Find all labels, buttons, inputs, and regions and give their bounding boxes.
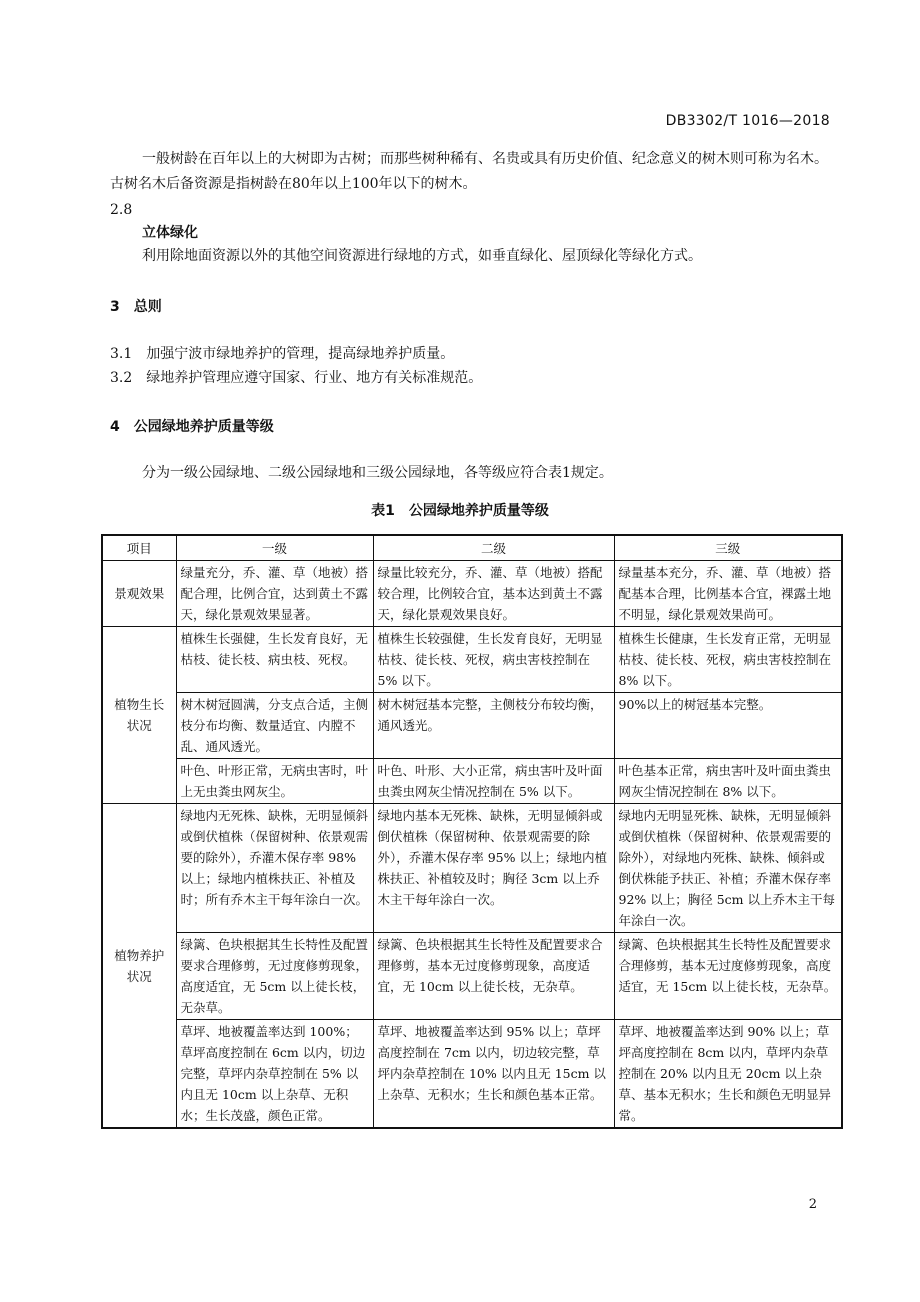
table-row — [102, 561, 842, 627]
table-cell: 树木树冠圆满，分支点合适，主侧枝分布均衡、数量适宜、内膛不乱、通风透光。 — [176, 693, 373, 759]
table-header-row — [102, 535, 842, 561]
table-cell: 叶色、叶形、大小正常，病虫害叶及叶面虫粪虫网灰尘情况控制在 5% 以下。 — [373, 759, 614, 804]
table-cell: 绿地内无明显死株、缺株，无明显倾斜或倒伏植株（保留树种、依景观需要的除外），对绿地内死株、缺株、倾斜或倒伏株能予扶正、补植；乔灌木保存率 92% 以上；胸径 5cm 以上乔木主干每年涂白一次。 — [614, 804, 842, 933]
table-cell: 植株生长强健，生长发育良好，无枯枝、徒长枝、病虫枝、死杈。 — [176, 627, 373, 693]
table-cell: 绿篱、色块根据其生长特性及配置要求合理修剪，无过度修剪现象，高度适宜，无 5cm 以上徒长枝，无杂草。 — [176, 933, 373, 1020]
table-title: 表1 公园绿地养护质量等级 — [371, 503, 549, 519]
table-cell: 绿地内基本无死株、缺株，无明显倾斜或倒伏植株（保留树种、依景观需要的除外），乔灌木保存率 95% 以上；绿地内植株扶正、补植较及时；胸径 3cm 以上乔木主干每年涂白一次。 — [373, 804, 614, 933]
table-cell: 绿量充分，乔、灌、草（地被）搭配合理，比例合宜，达到黄土不露天，绿化景观效果显著。 — [176, 561, 373, 627]
table-cell: 绿篱、色块根据其生长特性及配置要求合理修剪，基本无过度修剪现象，高度适宜，无 10cm 以上徒长枝，无杂草。 — [373, 933, 614, 1020]
section-2-8-term: 立体绿化 — [142, 225, 198, 241]
section-3-1: 3.1 加强宁波市绿地养护的管理，提高绿地养护质量。 — [110, 346, 455, 362]
header-grade-1: 一级 — [176, 535, 373, 561]
table-cell: 绿量基本充分，乔、灌、草（地被）搭配基本合理，比例基本合宜，裸露土地不明显，绿化景观效果尚可。 — [614, 561, 842, 627]
header-item: 项目 — [102, 535, 176, 561]
table-row — [102, 804, 842, 933]
section-3-2: 3.2 绿地养护管理应遵守国家、行业、地方有关标准规范。 — [110, 370, 483, 386]
quality-grade-table — [101, 534, 843, 1129]
category-landscape: 景观效果 — [102, 561, 176, 627]
table-row — [102, 693, 842, 759]
section-4-paragraph: 分为一级公园绿地、二级公园绿地和三级公园绿地，各等级应符合表1规定。 — [142, 465, 613, 481]
header-grade-2: 二级 — [373, 535, 614, 561]
table-row — [102, 627, 842, 693]
page-number: 2 — [808, 1197, 817, 1212]
table-cell: 叶色、叶形正常，无病虫害时，叶上无虫粪虫网灰尘。 — [176, 759, 373, 804]
section-3-heading: 3 总则 — [110, 299, 162, 315]
table-cell: 草坪、地被覆盖率达到 95% 以上；草坪高度控制在 7cm 以内，切边较完整，草坪内杂草控制在 10% 以内且无 15cm 以上杂草、无积水；生长和颜色基本正常。 — [373, 1020, 614, 1129]
table-cell: 绿量比较充分，乔、灌、草（地被）搭配较合理，比例较合宜，基本达到黄土不露天，绿化景观效果良好。 — [373, 561, 614, 627]
table-cell: 树木树冠基本完整，主侧枝分布较均衡，通风透光。 — [373, 693, 614, 759]
table-cell: 植株生长健康，生长发育正常，无明显枯枝、徒长枝、死杈，病虫害枝控制在 8% 以下。 — [614, 627, 842, 693]
category-plant-growth: 植物生长状况 — [102, 627, 176, 804]
section-4-heading: 4 公园绿地养护质量等级 — [110, 419, 274, 435]
table-cell: 绿篱、色块根据其生长特性及配置要求合理修剪，基本无过度修剪现象，高度适宜，无 15cm 以上徒长枝，无杂草。 — [614, 933, 842, 1020]
table-cell: 植株生长较强健，生长发育良好，无明显枯枝、徒长枝、死杈，病虫害枝控制在 5% 以下。 — [373, 627, 614, 693]
table-row — [102, 759, 842, 804]
table-row — [102, 933, 842, 1020]
table-cell: 叶色基本正常，病虫害叶及叶面虫粪虫网灰尘情况控制在 8% 以下。 — [614, 759, 842, 804]
table-cell: 草坪、地被覆盖率达到 90% 以上；草坪高度控制在 8cm 以内，草坪内杂草控制在 20% 以内且无 20cm 以上杂草、基本无积水；生长和颜色无明显异常。 — [614, 1020, 842, 1129]
table-cell: 90%以上的树冠基本完整。 — [614, 693, 842, 759]
section-2-8-number: 2.8 — [110, 202, 133, 218]
table-cell: 草坪、地被覆盖率达到 100%；草坪高度控制在 6cm 以内，切边完整，草坪内杂草控制在 5% 以内且无 10cm 以上杂草、无积水；生长茂盛，颜色正常。 — [176, 1020, 373, 1129]
table-cell: 绿地内无死株、缺株，无明显倾斜或倒伏植株（保留树种、依景观需要的除外），乔灌木保存率 98% 以上；绿地内植株扶正、补植及时；所有乔木主干每年涂白一次。 — [176, 804, 373, 933]
table-row — [102, 1020, 842, 1129]
header-grade-3: 三级 — [614, 535, 842, 561]
section-2-8-definition: 利用除地面资源以外的其他空间资源进行绿地的方式，如垂直绿化、屋顶绿化等绿化方式。 — [142, 248, 702, 264]
category-plant-maintenance: 植物养护状况 — [102, 804, 176, 1129]
intro-paragraph: 一般树龄在百年以上的大树即为古树；而那些树种稀有、名贵或具有历史价值、纪念意义的树木则可称为名木。古树名木后备资源是指树龄在80年以上100年以下的树木。 — [110, 151, 828, 192]
document-code: DB3302/T 1016—2018 — [665, 113, 830, 129]
